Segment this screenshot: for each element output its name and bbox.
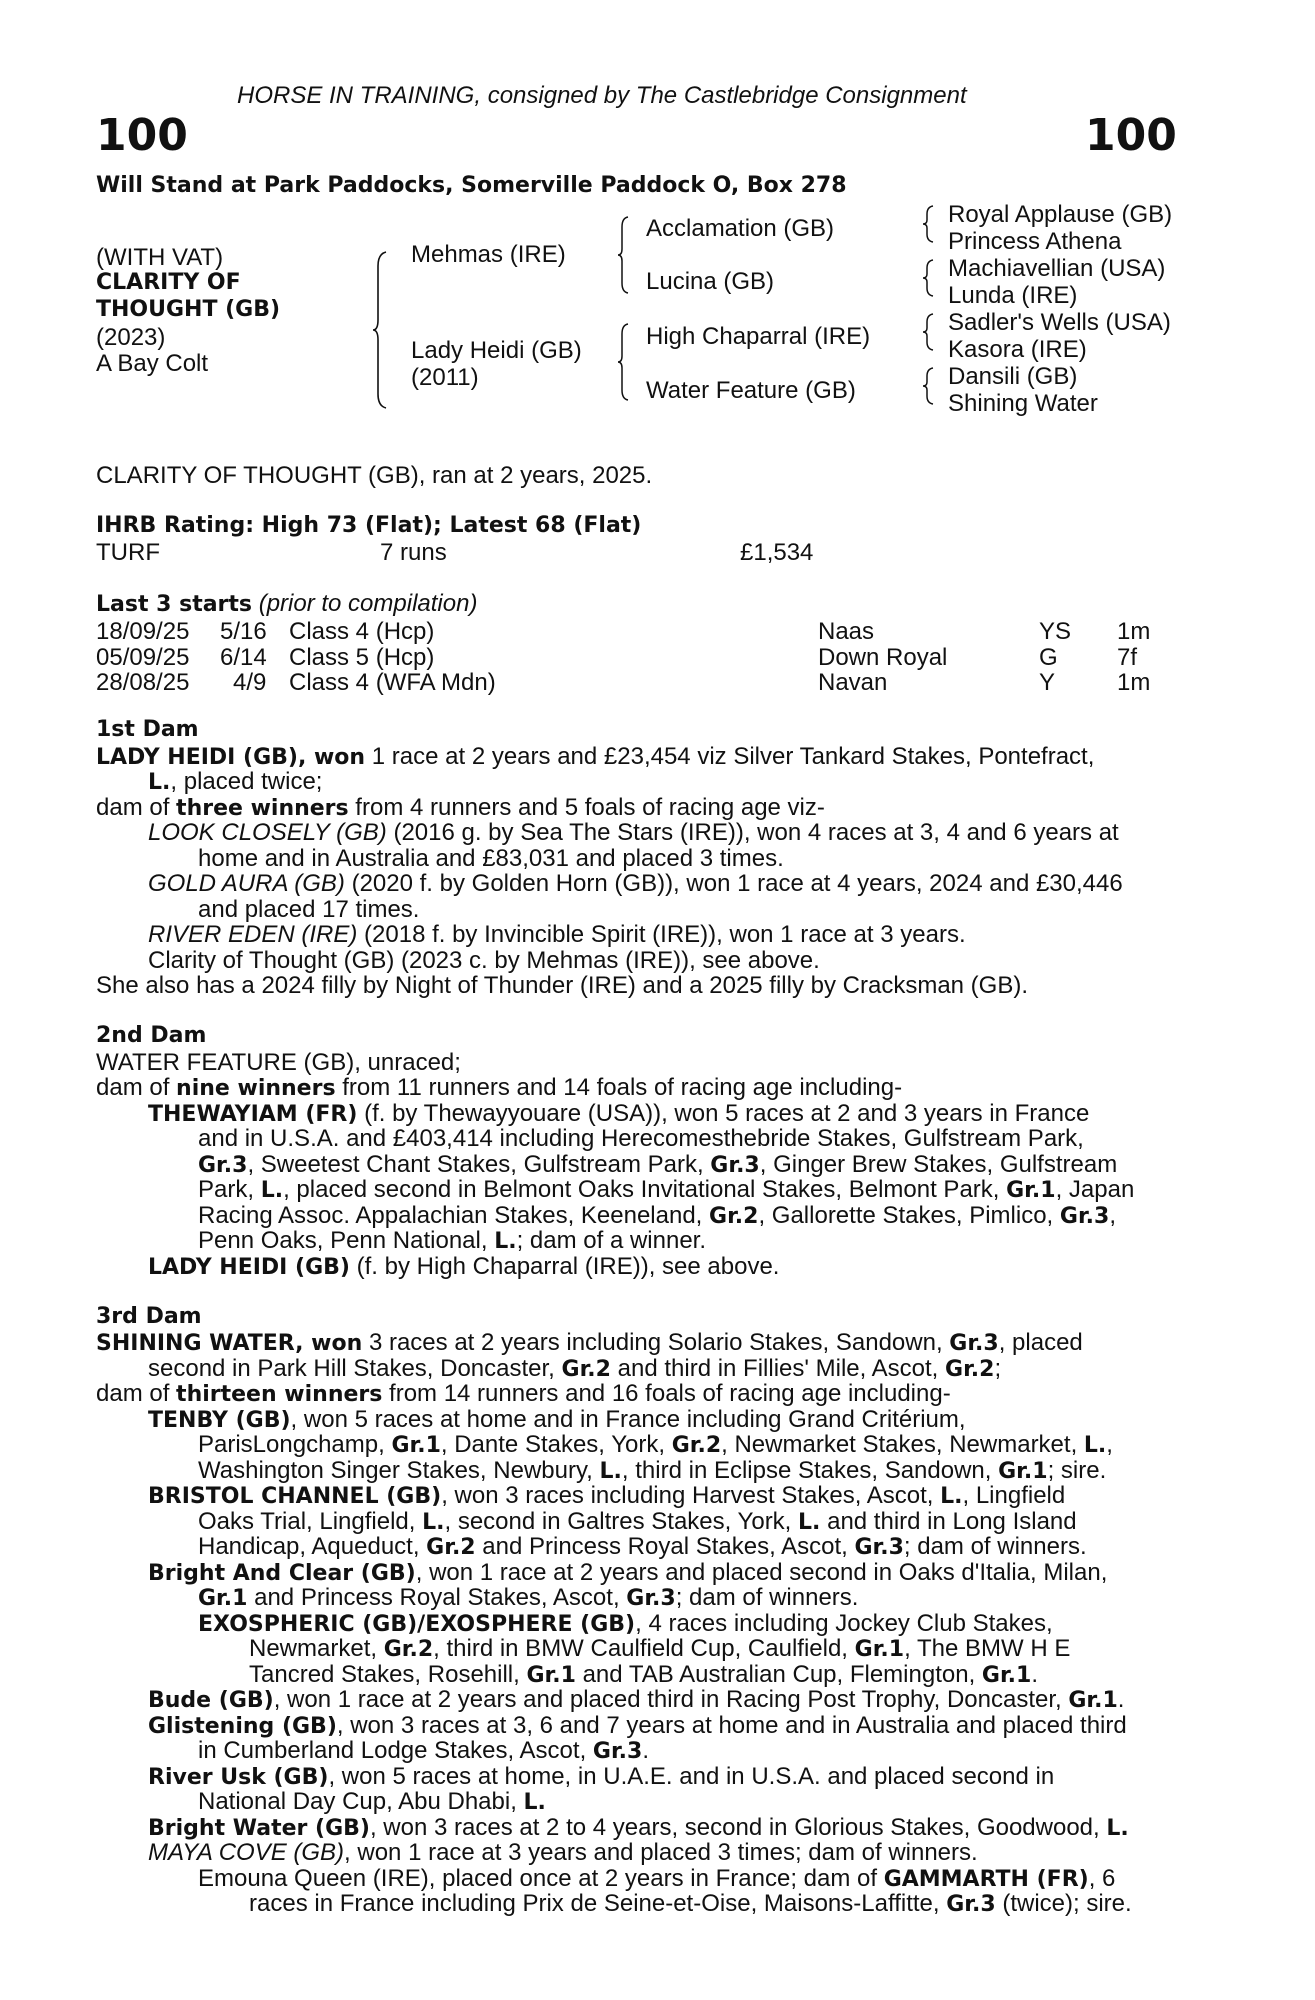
thewayiam-4: Park, L., placed second in Belmont Oaks Invitational Stakes, Belmont Park, Gr.1, Japan <box>198 1176 1135 1203</box>
gen2-2: Lucina (GB) <box>646 268 775 295</box>
thewayiam-5: Racing Assoc. Appalachian Stakes, Keeneland, Gr.2, Gallorette Stakes, Pimlico, Gr.3, <box>198 1202 1117 1229</box>
consignment-line: HORSE IN TRAINING, consigned by The Castlebridge Consignment <box>237 82 967 109</box>
tenby-1: TENBY (GB), won 5 races at home and in France including Grand Critérium, <box>148 1406 966 1433</box>
emouna-queen-1: Emouna Queen (IRE), placed once at 2 years in France; dam of GAMMARTH (FR), 6 <box>198 1865 1116 1892</box>
dam1-line2: L., placed twice; <box>148 768 323 795</box>
progeny-gold-aura-2: and placed 17 times. <box>198 896 420 923</box>
pedigree-brace-g3-2 <box>922 258 934 298</box>
last-starts-title: Last 3 starts <box>96 592 253 617</box>
river-usk-2: National Day Cup, Abu Dhabi, L. <box>198 1788 546 1815</box>
start-date: 28/08/25 <box>96 669 190 696</box>
lot-number-left: 100 <box>96 110 188 161</box>
gen2-4: Water Feature (GB) <box>646 377 856 404</box>
start-distance: 1m <box>1117 669 1151 696</box>
start-position: 5/16 <box>220 618 267 645</box>
thewayiam-1: THEWAYIAM (FR) (f. by Thewayyouare (USA)), won 5 races at 2 and 3 years in France <box>148 1100 1090 1127</box>
start-date: 18/09/25 <box>96 618 190 645</box>
pedigree-brace-main <box>372 250 388 410</box>
gen3-8: Shining Water <box>948 390 1098 417</box>
section-heading: 2nd Dam <box>96 1023 207 1048</box>
thewayiam-2: and in U.S.A. and £403,414 including Herecomesthebride Stakes, Gulfstream Park, <box>198 1125 1084 1152</box>
gen3-7: Dansili (GB) <box>948 363 1078 390</box>
thewayiam-3: Gr.3, Sweetest Chant Stakes, Gulfstream Park, Gr.3, Ginger Brew Stakes, Gulfstream <box>198 1151 1118 1178</box>
start-class: Class 5 (Hcp) <box>289 644 435 671</box>
start-distance: 7f <box>1117 644 1138 671</box>
shining-water-1: SHINING WATER, won 3 races at 2 years including Solario Stakes, Sandown, Gr.3, placed <box>96 1329 1083 1356</box>
start-date: 05/09/25 <box>96 644 190 671</box>
emouna-queen-2: races in France including Prix de Seine-et-Oise, Maisons-Laffitte, Gr.3 (twice); sire. <box>249 1890 1132 1917</box>
start-course: Down Royal <box>818 644 948 671</box>
start-going: G <box>1039 644 1058 671</box>
runs: 7 runs <box>380 539 447 566</box>
start-class: Class 4 (WFA Mdn) <box>289 669 496 696</box>
horse-name-line1: CLARITY OF <box>96 270 241 295</box>
lot-number-right: 100 <box>1085 110 1177 161</box>
race-summary: CLARITY OF THOUGHT (GB), ran at 2 years, 2025. <box>96 462 653 489</box>
last-starts-heading <box>96 592 477 616</box>
tenby-3: Washington Singer Stakes, Newbury, L., third in Eclipse Stakes, Sandown, Gr.1; sire. <box>198 1457 1107 1484</box>
bristol-channel-3: Handicap, Aqueduct, Gr.2 and Princess Royal Stakes, Ascot, Gr.3; dam of winners. <box>198 1533 1087 1560</box>
bright-and-clear-1: Bright And Clear (GB), won 1 race at 2 years and placed second in Oaks d'Italia, Milan, <box>148 1559 1108 1586</box>
bright-water: Bright Water (GB), won 3 races at 2 to 4 years, second in Glorious Stakes, Goodwood, L. <box>148 1814 1129 1841</box>
dam1-line1: LADY HEIDI (GB), won 1 race at 2 years and £23,454 viz Silver Tankard Stakes, Pontefract, <box>96 743 1095 770</box>
pedigree-brace-dam <box>617 322 629 402</box>
start-course: Navan <box>818 669 888 696</box>
section-heading: 3rd Dam <box>96 1304 202 1329</box>
maya-cove: MAYA COVE (GB), won 1 race at 3 years and placed 3 times; dam of winners. <box>148 1839 978 1866</box>
section-heading: 1st Dam <box>96 717 199 742</box>
start-class: Class 4 (Hcp) <box>289 618 435 645</box>
pedigree-brace-sire <box>617 215 629 295</box>
thewayiam-6: Penn Oaks, Penn National, L.; dam of a winner. <box>198 1227 707 1254</box>
progeny-look-closely-2: home and in Australia and £83,031 and placed 3 times. <box>198 845 784 872</box>
gen3-5: Sadler's Wells (USA) <box>948 309 1171 336</box>
pedigree-brace-g3-3 <box>922 312 934 352</box>
gen3-6: Kasora (IRE) <box>948 336 1087 363</box>
bristol-channel-2: Oaks Trial, Lingfield, L., second in Galtres Stakes, York, L. and third in Long Island <box>198 1508 1077 1535</box>
dam1-also: She also has a 2024 filly by Night of Thunder (IRE) and a 2025 filly by Cracksman (GB). <box>96 972 1029 999</box>
pedigree-brace-g3-4 <box>922 366 934 406</box>
exospheric-1: EXOSPHERIC (GB)/EXOSPHERE (GB), 4 races including Jockey Club Stakes, <box>198 1610 1053 1637</box>
start-position: 4/9 <box>233 669 267 696</box>
exospheric-2: Newmarket, Gr.2, third in BMW Caulfield Cup, Caulfield, Gr.1, The BMW H E <box>249 1635 1071 1662</box>
start-going: YS <box>1039 618 1072 645</box>
stand-location: Will Stand at Park Paddocks, Somerville Paddock O, Box 278 <box>96 173 847 198</box>
bude: Bude (GB), won 1 race at 2 years and placed third in Racing Post Trophy, Doncaster, Gr.1. <box>148 1686 1125 1713</box>
start-position: 6/14 <box>220 644 267 671</box>
dam-year: (2011) <box>411 364 479 391</box>
gen3-4: Lunda (IRE) <box>948 282 1078 309</box>
shining-water-2: second in Park Hill Stakes, Doncaster, Gr.2 and third in Fillies' Mile, Ascot, Gr.2; <box>148 1355 1002 1382</box>
start-course: Naas <box>818 618 875 645</box>
glistening-1: Glistening (GB), won 3 races at 3, 6 and 7 years at home and in Australia and placed third <box>148 1712 1127 1739</box>
progeny-gold-aura: GOLD AURA (GB) (2020 f. by Golden Horn (GB)), won 1 race at 4 years, 2024 and £30,446 <box>148 870 1123 897</box>
dam1-line3: dam of three winners from 4 runners and 5 foals of racing age viz- <box>96 794 825 821</box>
bright-and-clear-2: Gr.1 and Princess Royal Stakes, Ascot, Gr.3; dam of winners. <box>198 1584 859 1611</box>
gen3-2: Princess Athena <box>948 228 1122 255</box>
surface: TURF <box>96 539 160 566</box>
progeny-clarity: Clarity of Thought (GB) (2023 c. by Mehmas (IRE)), see above. <box>148 947 820 974</box>
start-distance: 1m <box>1117 618 1151 645</box>
gen2-1: Acclamation (GB) <box>646 215 835 242</box>
river-usk-1: River Usk (GB), won 5 races at home, in U.A.E. and in U.S.A. and placed second in <box>148 1763 1055 1790</box>
horse-sex: A Bay Colt <box>96 350 209 377</box>
last-starts-note: (prior to compilation) <box>258 590 478 617</box>
lady-heidi-ref: LADY HEIDI (GB) (f. by High Chaparral (IRE)), see above. <box>148 1253 780 1280</box>
sire-name: Mehmas (IRE) <box>411 241 566 268</box>
glistening-2: in Cumberland Lodge Stakes, Ascot, Gr.3. <box>198 1737 650 1764</box>
gen2-3: High Chaparral (IRE) <box>646 323 871 350</box>
dam2-line2: dam of nine winners from 11 runners and 14 foals of racing age including- <box>96 1074 903 1101</box>
start-going: Y <box>1039 669 1056 696</box>
shining-water-3: dam of thirteen winners from 14 runners and 16 foals of racing age including- <box>96 1380 951 1407</box>
gen3-3: Machiavellian (USA) <box>948 255 1166 282</box>
gen3-1: Royal Applause (GB) <box>948 201 1173 228</box>
exospheric-3: Tancred Stakes, Rosehill, Gr.1 and TAB Australian Cup, Flemington, Gr.1. <box>249 1661 1039 1688</box>
ihrb-rating: IHRB Rating: High 73 (Flat); Latest 68 (Flat) <box>96 513 642 538</box>
tenby-2: ParisLongchamp, Gr.1, Dante Stakes, York, Gr.2, Newmarket Stakes, Newmarket, L., <box>198 1431 1113 1458</box>
progeny-river-eden: RIVER EDEN (IRE) (2018 f. by Invincible Spirit (IRE)), won 1 race at 3 years. <box>148 921 966 948</box>
dam-name: Lady Heidi (GB) <box>411 337 582 364</box>
horse-year: (2023) <box>96 324 166 351</box>
dam2-line1: WATER FEATURE (GB), unraced; <box>96 1049 461 1076</box>
progeny-look-closely: LOOK CLOSELY (GB) (2016 g. by Sea The Stars (IRE)), won 4 races at 3, 4 and 6 years at <box>148 819 1119 846</box>
horse-name-line2: THOUGHT (GB) <box>96 297 281 322</box>
pedigree-brace-g3-1 <box>922 204 934 244</box>
earnings: £1,534 <box>740 539 814 566</box>
bristol-channel-1: BRISTOL CHANNEL (GB), won 3 races including Harvest Stakes, Ascot, L., Lingfield <box>148 1482 1066 1509</box>
vat-note: (WITH VAT) <box>96 244 224 271</box>
